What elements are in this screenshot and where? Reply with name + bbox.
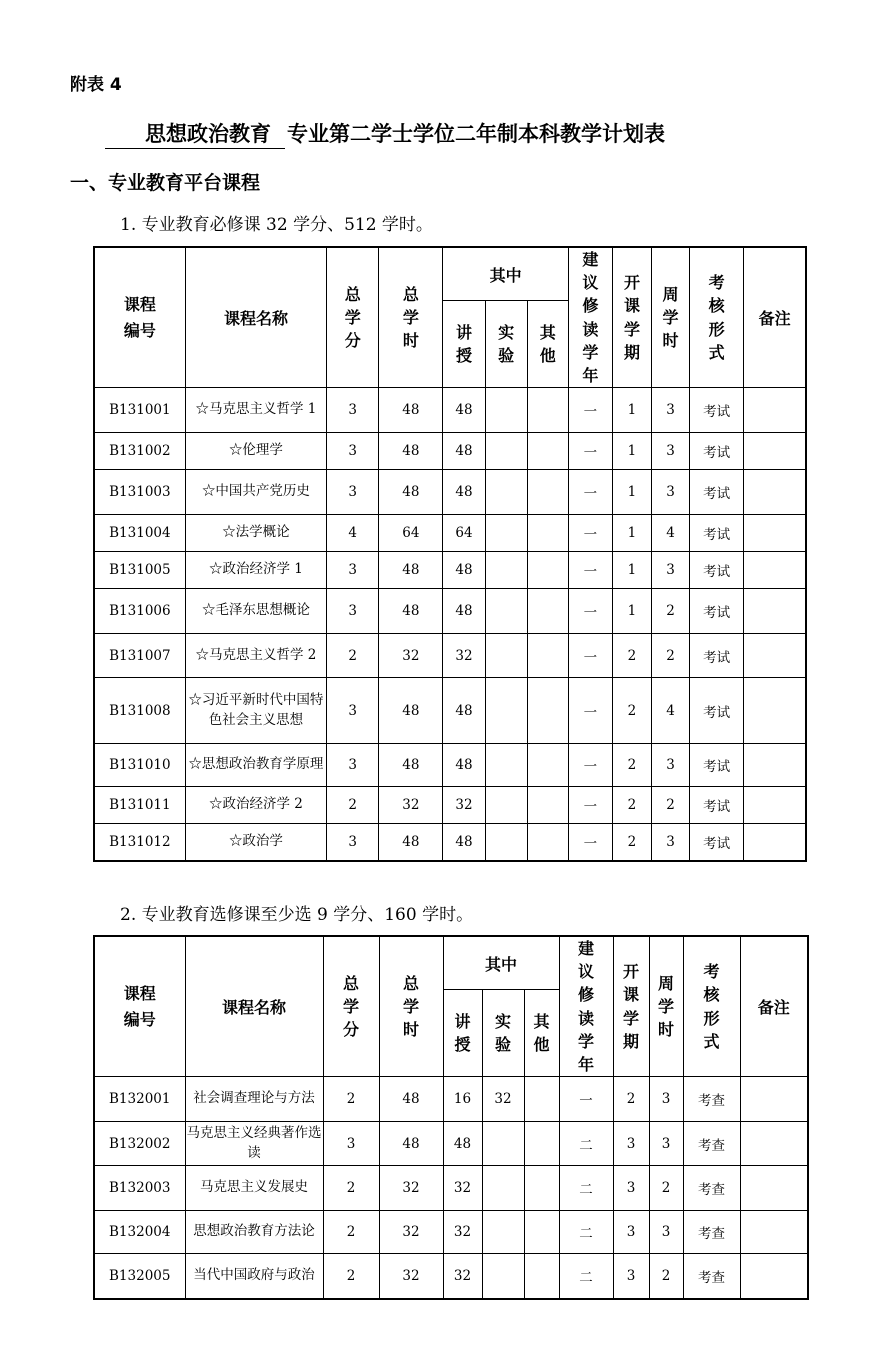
cell-semester: 3 <box>613 1254 649 1299</box>
header-remark: 备注 <box>757 998 790 1018</box>
cell-semester: 2 <box>613 1077 649 1122</box>
cell-remark <box>744 634 806 678</box>
cell-weekly: 2 <box>649 1254 683 1299</box>
cell-assessment: 考查 <box>683 1077 740 1122</box>
cell-semester: 3 <box>613 1211 649 1254</box>
cell-credits: 2 <box>323 1254 379 1299</box>
cell-year: 一 <box>568 678 612 744</box>
cell-code: B131010 <box>94 744 185 787</box>
cell-code: B131008 <box>94 678 185 744</box>
header-semester: 开课学期 <box>623 273 640 362</box>
cell-lecture: 48 <box>443 470 485 515</box>
cell-semester: 1 <box>612 470 651 515</box>
required-course-table <box>93 246 807 862</box>
cell-credits: 4 <box>327 515 379 552</box>
cell-other <box>527 470 568 515</box>
cell-credits: 3 <box>327 589 379 634</box>
header-of-which: 其中 <box>485 954 518 974</box>
cell-semester: 2 <box>612 787 651 824</box>
cell-year: 一 <box>568 744 612 787</box>
cell-experiment <box>485 470 527 515</box>
cell-remark <box>744 787 806 824</box>
table-row <box>94 433 806 470</box>
cell-year: 一 <box>568 787 612 824</box>
cell-code: B131007 <box>94 634 185 678</box>
cell-remark <box>744 552 806 589</box>
cell-remark <box>744 470 806 515</box>
cell-semester: 2 <box>612 634 651 678</box>
cell-experiment <box>485 787 527 824</box>
cell-experiment <box>485 589 527 634</box>
cell-hours: 48 <box>379 824 443 861</box>
cell-name: ☆政治学 <box>185 824 326 861</box>
cell-assessment: 考试 <box>690 634 744 678</box>
cell-assessment: 考查 <box>683 1166 740 1211</box>
cell-credits: 3 <box>327 433 379 470</box>
cell-experiment <box>485 634 527 678</box>
cell-assessment: 考试 <box>690 744 744 787</box>
cell-lecture: 48 <box>443 678 485 744</box>
header-lecture: 讲授 <box>454 1011 471 1055</box>
cell-weekly: 4 <box>652 515 690 552</box>
table-row <box>94 470 806 515</box>
cell-code: B131003 <box>94 470 185 515</box>
cell-assessment: 考试 <box>690 552 744 589</box>
cell-credits: 3 <box>327 470 379 515</box>
header-remark: 备注 <box>758 309 791 329</box>
cell-code: B131011 <box>94 787 185 824</box>
cell-lecture: 32 <box>443 1166 482 1211</box>
cell-hours: 32 <box>379 787 443 824</box>
cell-name: ☆思想政治教育学原理 <box>185 744 326 787</box>
cell-code: B131006 <box>94 589 185 634</box>
cell-remark <box>740 1077 808 1122</box>
cell-code: B131001 <box>94 388 185 433</box>
cell-lecture: 32 <box>443 1254 482 1299</box>
cell-year: 一 <box>568 515 612 552</box>
header-other: 其他 <box>539 322 556 366</box>
cell-code: B131005 <box>94 552 185 589</box>
cell-assessment: 考查 <box>683 1254 740 1299</box>
cell-assessment: 考试 <box>690 589 744 634</box>
cell-semester: 1 <box>612 552 651 589</box>
table-row <box>94 678 806 744</box>
cell-experiment <box>482 1211 524 1254</box>
table-row <box>94 744 806 787</box>
cell-name: ☆政治经济学 1 <box>185 552 326 589</box>
cell-semester: 3 <box>613 1166 649 1211</box>
header-code: 课程编号 <box>123 983 156 1029</box>
cell-weekly: 2 <box>652 787 690 824</box>
cell-weekly: 3 <box>652 552 690 589</box>
cell-hours: 32 <box>379 1166 443 1211</box>
header-name: 课程名称 <box>223 309 288 329</box>
appendix-label: 附表 4 <box>70 75 122 95</box>
header-experiment: 实验 <box>498 322 515 366</box>
cell-experiment <box>485 744 527 787</box>
cell-semester: 2 <box>612 678 651 744</box>
table-row <box>94 589 806 634</box>
cell-name: ☆马克思主义哲学 2 <box>185 634 326 678</box>
elective-course-rows <box>94 1077 808 1299</box>
cell-name: 思想政治教育方法论 <box>185 1211 323 1254</box>
cell-hours: 48 <box>379 388 443 433</box>
cell-weekly: 2 <box>652 589 690 634</box>
cell-remark <box>740 1122 808 1166</box>
cell-semester: 1 <box>612 388 651 433</box>
cell-remark <box>744 388 806 433</box>
cell-code: B132005 <box>94 1254 185 1299</box>
cell-weekly: 3 <box>649 1122 683 1166</box>
cell-experiment <box>485 388 527 433</box>
table-row <box>94 552 806 589</box>
cell-hours: 48 <box>379 433 443 470</box>
cell-weekly: 3 <box>649 1077 683 1122</box>
cell-lecture: 48 <box>443 824 485 861</box>
cell-name: 马克思主义经典著作选读 <box>185 1122 323 1166</box>
table-row <box>94 1211 808 1254</box>
cell-hours: 48 <box>379 1122 443 1166</box>
table-row <box>94 634 806 678</box>
title-major: 思想政治教育 <box>105 118 285 149</box>
cell-year: 一 <box>568 388 612 433</box>
cell-year: 一 <box>568 824 612 861</box>
cell-name: 社会调查理论与方法 <box>185 1077 323 1122</box>
cell-credits: 3 <box>323 1122 379 1166</box>
cell-code: B132004 <box>94 1211 185 1254</box>
cell-credits: 2 <box>327 787 379 824</box>
cell-year: 二 <box>559 1254 613 1299</box>
cell-other <box>527 824 568 861</box>
cell-lecture: 64 <box>443 515 485 552</box>
header-name: 课程名称 <box>221 998 286 1018</box>
cell-hours: 32 <box>379 634 443 678</box>
header-semester: 开课学期 <box>623 962 640 1051</box>
cell-credits: 3 <box>327 552 379 589</box>
header-hours: 总学时 <box>402 973 419 1040</box>
cell-weekly: 3 <box>652 824 690 861</box>
cell-code: B131004 <box>94 515 185 552</box>
cell-remark <box>740 1254 808 1299</box>
required-course-rows <box>94 388 806 861</box>
header-credits: 总学分 <box>344 284 361 351</box>
cell-credits: 2 <box>323 1211 379 1254</box>
cell-remark <box>744 678 806 744</box>
cell-experiment <box>482 1166 524 1211</box>
cell-other <box>527 744 568 787</box>
cell-other <box>527 634 568 678</box>
cell-name: ☆法学概论 <box>185 515 326 552</box>
table-row <box>94 1122 808 1166</box>
cell-other <box>524 1122 559 1166</box>
cell-lecture: 32 <box>443 634 485 678</box>
cell-other <box>524 1166 559 1211</box>
cell-semester: 2 <box>612 744 651 787</box>
cell-weekly: 2 <box>652 634 690 678</box>
cell-hours: 64 <box>379 515 443 552</box>
cell-assessment: 考试 <box>690 824 744 861</box>
cell-assessment: 考试 <box>690 678 744 744</box>
cell-hours: 48 <box>379 744 443 787</box>
cell-name: ☆马克思主义哲学 1 <box>185 388 326 433</box>
cell-credits: 2 <box>327 634 379 678</box>
cell-hours: 32 <box>379 1254 443 1299</box>
header-hours: 总学时 <box>402 284 419 351</box>
cell-other <box>527 589 568 634</box>
header-of-which: 其中 <box>489 265 522 285</box>
cell-name: ☆习近平新时代中国特色社会主义思想 <box>185 678 326 744</box>
cell-semester: 1 <box>612 589 651 634</box>
cell-remark <box>744 744 806 787</box>
header-lecture: 讲授 <box>455 322 472 366</box>
cell-other <box>527 515 568 552</box>
cell-weekly: 3 <box>652 433 690 470</box>
cell-year: 二 <box>559 1166 613 1211</box>
cell-lecture: 16 <box>443 1077 482 1122</box>
header-year: 建议修读学年 <box>582 250 599 385</box>
cell-other <box>527 787 568 824</box>
cell-other <box>527 552 568 589</box>
cell-assessment: 考试 <box>690 433 744 470</box>
cell-semester: 1 <box>612 515 651 552</box>
cell-experiment <box>482 1122 524 1166</box>
cell-assessment: 考试 <box>690 388 744 433</box>
header-assessment: 考核形式 <box>708 273 725 362</box>
header-other: 其他 <box>533 1011 550 1055</box>
cell-other <box>527 388 568 433</box>
table-row <box>94 1166 808 1211</box>
cell-other <box>527 433 568 470</box>
cell-experiment <box>485 433 527 470</box>
cell-hours: 48 <box>379 1077 443 1122</box>
cell-experiment <box>485 824 527 861</box>
table-row <box>94 388 806 433</box>
cell-remark <box>744 824 806 861</box>
cell-weekly: 3 <box>649 1211 683 1254</box>
title-suffix: 专业第二学士学位二年制本科教学计划表 <box>287 122 665 146</box>
cell-name: ☆中国共产党历史 <box>185 470 326 515</box>
cell-credits: 3 <box>327 824 379 861</box>
cell-other <box>524 1077 559 1122</box>
cell-name: ☆政治经济学 2 <box>185 787 326 824</box>
cell-semester: 1 <box>612 433 651 470</box>
cell-remark <box>744 589 806 634</box>
cell-year: 一 <box>568 433 612 470</box>
cell-weekly: 3 <box>652 388 690 433</box>
cell-code: B132003 <box>94 1166 185 1211</box>
header-weekly: 周学时 <box>658 973 675 1040</box>
cell-remark <box>740 1166 808 1211</box>
header-experiment: 实验 <box>494 1011 511 1055</box>
cell-experiment: 32 <box>482 1077 524 1122</box>
cell-year: 一 <box>559 1077 613 1122</box>
cell-experiment <box>485 678 527 744</box>
cell-code: B132002 <box>94 1122 185 1166</box>
cell-semester: 3 <box>613 1122 649 1166</box>
cell-name: ☆毛泽东思想概论 <box>185 589 326 634</box>
cell-credits: 2 <box>323 1077 379 1122</box>
cell-other <box>524 1254 559 1299</box>
cell-assessment: 考试 <box>690 787 744 824</box>
cell-hours: 48 <box>379 552 443 589</box>
cell-hours: 48 <box>379 589 443 634</box>
required-subtitle: 1. 专业教育必修课 32 学分、512 学时。 <box>120 215 433 235</box>
cell-lecture: 32 <box>443 787 485 824</box>
cell-weekly: 3 <box>652 744 690 787</box>
cell-year: 一 <box>568 470 612 515</box>
table-row <box>94 1077 808 1122</box>
cell-year: 二 <box>559 1122 613 1166</box>
cell-hours: 48 <box>379 470 443 515</box>
table-row <box>94 824 806 861</box>
cell-name: ☆伦理学 <box>185 433 326 470</box>
cell-year: 二 <box>559 1211 613 1254</box>
cell-lecture: 48 <box>443 744 485 787</box>
cell-name: 马克思主义发展史 <box>185 1166 323 1211</box>
cell-credits: 3 <box>327 678 379 744</box>
cell-semester: 2 <box>612 824 651 861</box>
header-credits: 总学分 <box>342 973 359 1040</box>
cell-assessment: 考试 <box>690 515 744 552</box>
cell-code: B132001 <box>94 1077 185 1122</box>
cell-remark <box>744 515 806 552</box>
cell-other <box>527 678 568 744</box>
cell-lecture: 32 <box>443 1211 482 1254</box>
cell-year: 一 <box>568 634 612 678</box>
cell-hours: 32 <box>379 1211 443 1254</box>
cell-credits: 3 <box>327 744 379 787</box>
cell-remark <box>740 1211 808 1254</box>
elective-course-table <box>93 935 809 1300</box>
cell-year: 一 <box>568 552 612 589</box>
header-code: 课程编号 <box>123 294 156 340</box>
cell-credits: 2 <box>323 1166 379 1211</box>
cell-experiment <box>485 552 527 589</box>
cell-weekly: 4 <box>652 678 690 744</box>
cell-assessment: 考查 <box>683 1211 740 1254</box>
cell-remark <box>744 433 806 470</box>
cell-lecture: 48 <box>443 589 485 634</box>
cell-experiment <box>485 515 527 552</box>
cell-weekly: 2 <box>649 1166 683 1211</box>
cell-code: B131002 <box>94 433 185 470</box>
cell-hours: 48 <box>379 678 443 744</box>
table-row <box>94 515 806 552</box>
table-row <box>94 787 806 824</box>
table-row <box>94 1254 808 1299</box>
header-weekly: 周学时 <box>662 284 679 351</box>
cell-name: 当代中国政府与政治 <box>185 1254 323 1299</box>
page-title <box>105 118 865 149</box>
cell-other <box>524 1211 559 1254</box>
cell-code: B131012 <box>94 824 185 861</box>
section-heading: 一、专业教育平台课程 <box>70 172 261 194</box>
cell-year: 一 <box>568 589 612 634</box>
cell-lecture: 48 <box>443 1122 482 1166</box>
elective-subtitle: 2. 专业教育选修课至少选 9 学分、160 学时。 <box>120 905 474 925</box>
cell-lecture: 48 <box>443 433 485 470</box>
header-assessment: 考核形式 <box>703 962 720 1051</box>
cell-credits: 3 <box>327 388 379 433</box>
cell-lecture: 48 <box>443 388 485 433</box>
cell-assessment: 考试 <box>690 470 744 515</box>
cell-lecture: 48 <box>443 552 485 589</box>
cell-experiment <box>482 1254 524 1299</box>
cell-weekly: 3 <box>652 470 690 515</box>
cell-assessment: 考查 <box>683 1122 740 1166</box>
header-year: 建议修读学年 <box>578 939 595 1074</box>
